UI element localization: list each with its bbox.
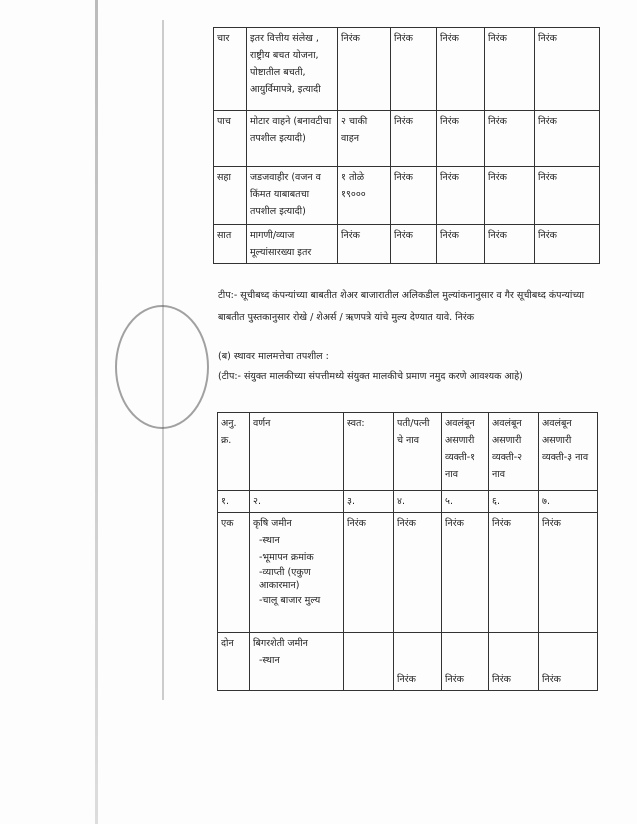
table-row xyxy=(214,111,600,167)
row-number: पाच xyxy=(214,111,247,167)
row-subitem: -भूमापन क्रमांक xyxy=(259,552,314,563)
cell-dependent-2: निरंक xyxy=(485,225,535,264)
cell-spouse: निरंक xyxy=(391,225,437,264)
table-row xyxy=(214,225,600,264)
cell-dependent-1: निरंक xyxy=(437,167,485,225)
cell-dependent-1: निरंक xyxy=(442,633,489,691)
cell-dependent-3: निरंक xyxy=(539,513,598,633)
cell-self xyxy=(344,633,394,691)
cell-dependent-3: निरंक xyxy=(535,111,600,167)
row-number: चार xyxy=(214,28,247,111)
row-description xyxy=(250,633,344,691)
column-number: १. xyxy=(218,491,250,513)
cell-spouse: निरंक xyxy=(391,28,437,111)
header-self: स्वत: xyxy=(344,413,394,491)
cell-spouse: निरंक xyxy=(394,633,442,691)
row-number: एक xyxy=(218,513,250,633)
joint-ownership-note: (टीप:- संयुक्त मालकीच्या संपत्तीमध्ये संयुक्त मालकीचे प्रमाण नमुद करणे आवश्यक आहे) xyxy=(218,371,523,382)
row-subitem: -स्थान xyxy=(259,535,280,546)
row-number: दोन xyxy=(218,633,250,691)
table-row xyxy=(214,167,600,225)
row-title: कृषि जमीन xyxy=(253,518,292,529)
row-number: सहा xyxy=(214,167,247,225)
cell-dependent-3: निरंक xyxy=(539,633,598,691)
row-description: मागणी/व्याज मूल्यांसारख्या इतर xyxy=(247,225,338,264)
header-spouse: पती/पत्नी चे नाव xyxy=(394,413,442,491)
column-number: ७. xyxy=(539,491,598,513)
table-row xyxy=(218,513,598,633)
header-serial: अनु. क्र. xyxy=(218,413,250,491)
table-row xyxy=(218,633,598,691)
cell-dependent-2: निरंक xyxy=(485,111,535,167)
header-dependent-1: अवलंबून असणारी व्यक्ती-१ नाव xyxy=(442,413,489,491)
column-number: ६. xyxy=(489,491,539,513)
cell-self: १ तोळे १९००० xyxy=(338,167,391,225)
scan-edge-line xyxy=(95,0,98,824)
cell-dependent-1: निरंक xyxy=(437,225,485,264)
official-stamp xyxy=(115,305,209,429)
valuation-note: टीप:- सूचीबध्द कंपन्यांच्या बाबतीत शेअर बाजारातील अलिकडील मुल्यांकनानुसार व गैर सूचीबध्द कंपन्यांच्या बाबतीत पुस्तकानुसार रोखे / शेअर्स / ऋणपत्रे यांचे मुल्य देण्यात यावे. निरंक xyxy=(218,290,585,323)
cell-self: निरंक xyxy=(338,28,391,111)
cell-dependent-3: निरंक xyxy=(535,167,600,225)
row-subitem: -व्याप्ती (एकुण आकारमान) xyxy=(259,567,311,591)
cell-dependent-2: निरंक xyxy=(485,28,535,111)
cell-self: निरंक xyxy=(338,225,391,264)
row-subitem: -स्थान xyxy=(259,655,280,666)
column-number: ३. xyxy=(344,491,394,513)
movable-assets-table xyxy=(213,27,600,264)
cell-spouse: निरंक xyxy=(391,111,437,167)
table-row xyxy=(214,28,600,111)
column-number-row xyxy=(218,491,598,513)
row-description: मोटार वाहने (बनावटीचा तपशील इत्यादी) xyxy=(247,111,338,167)
cell-dependent-1: निरंक xyxy=(437,28,485,111)
row-description: जडजवाहीर (वजन व किंमत याबाबतचा तपशील इत्यादी) xyxy=(247,167,338,225)
cell-dependent-1: निरंक xyxy=(442,513,489,633)
header-row xyxy=(218,413,598,491)
cell-spouse: निरंक xyxy=(394,513,442,633)
column-number: ४. xyxy=(394,491,442,513)
cell-dependent-3: निरंक xyxy=(535,225,600,264)
cell-dependent-3: निरंक xyxy=(535,28,600,111)
cell-spouse: निरंक xyxy=(391,167,437,225)
immovable-assets-table xyxy=(217,412,598,691)
row-description: इतर वित्तीय संलेख , राष्ट्रीय बचत योजना, पोष्टातील बचती, आयुर्विमापत्रे, इत्यादी xyxy=(247,28,338,111)
column-number: ५. xyxy=(442,491,489,513)
column-number: २. xyxy=(250,491,344,513)
row-title: बिगरशेती जमीन xyxy=(253,638,308,649)
cell-self: निरंक xyxy=(344,513,394,633)
row-description xyxy=(250,513,344,633)
cell-dependent-2: निरंक xyxy=(489,513,539,633)
cell-dependent-2: निरंक xyxy=(485,167,535,225)
cell-dependent-2: निरंक xyxy=(489,633,539,691)
cell-self: २ चाकी वाहन xyxy=(338,111,391,167)
section-b-heading: (ब) स्थावर मालमत्तेचा तपशील : xyxy=(218,351,329,362)
header-dependent-2: अवलंबून असणारी व्यक्ती-२ नाव xyxy=(489,413,539,491)
cell-dependent-1: निरंक xyxy=(437,111,485,167)
header-description: वर्णन xyxy=(250,413,344,491)
row-number: सात xyxy=(214,225,247,264)
row-subitem: -चालू बाजार मुल्य xyxy=(259,595,321,606)
header-dependent-3: अवलंबून असणारी व्यक्ती-३ नाव xyxy=(539,413,598,491)
